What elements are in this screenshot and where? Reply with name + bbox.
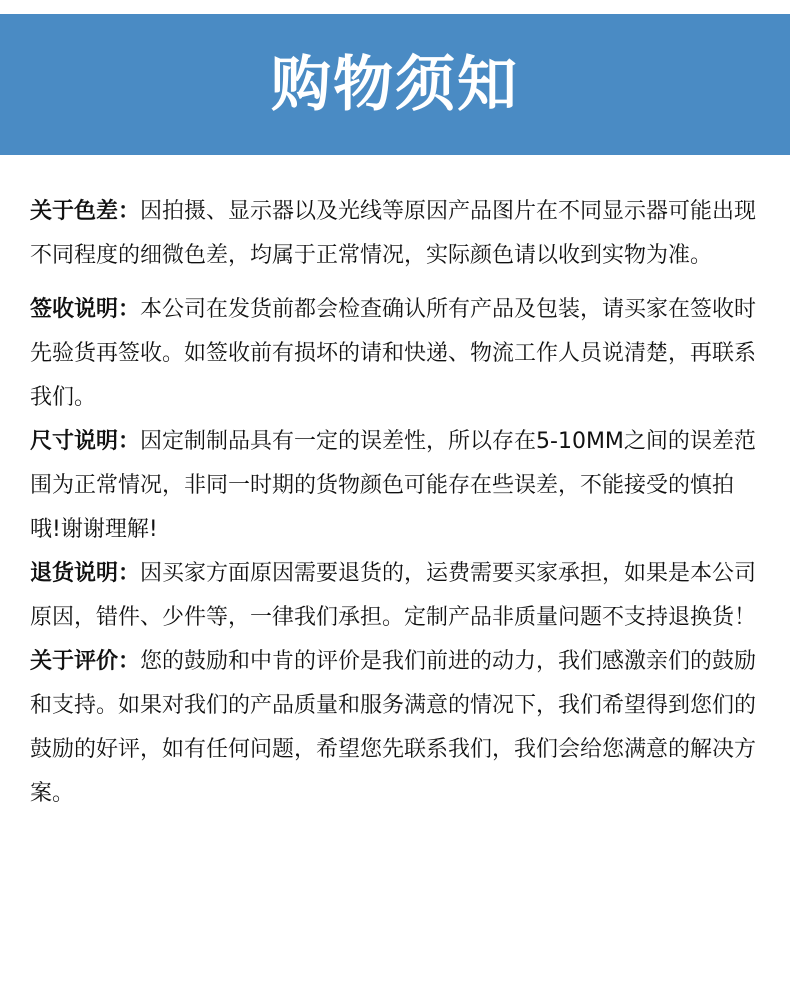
section-text: 因拍摄、显示器以及光线等原因产品图片在不同显示器可能出现不同程度的细微色差，均属于正常情况，实际颜色请以收到实物为准。 — [30, 199, 757, 268]
section-receipt — [30, 288, 764, 420]
section-text: 本公司在发货前都会检查确认所有产品及包装，请买家在签收时先验货再签收。如签收前有损坏的请和快递、物流工作人员说清楚，再联系我们。 — [30, 297, 757, 410]
section-color-difference — [30, 190, 764, 278]
section-label: 签收说明： — [30, 297, 141, 322]
section-return — [30, 552, 764, 640]
section-text: 您的鼓励和中肯的评价是我们前进的动力，我们感激亲们的鼓励和支持。如果对我们的产品质量和服务满意的情况下，我们希望得到您们的鼓励的好评，如有任何问题，希望您先联系我们，我们会给您满意的解决方案。 — [30, 649, 757, 806]
section-review — [30, 640, 764, 816]
notice-content — [30, 190, 764, 816]
page-title: 购物须知 — [271, 49, 519, 120]
section-size — [30, 420, 764, 552]
section-text: 因定制制品具有一定的误差性，所以存在5-10MM之间的误差范围为正常情况，非同一时期的货物颜色可能存在些误差，不能接受的慎拍哦!谢谢理解! — [30, 429, 756, 542]
section-label: 关于评价： — [30, 649, 141, 674]
section-label: 关于色差： — [30, 199, 141, 224]
section-text: 因买家方面原因需要退货的，运费需要买家承担，如果是本公司原因，错件、少件等，一律我们承担。定制产品非质量问题不支持退换货！ — [30, 561, 757, 630]
section-label: 尺寸说明： — [30, 429, 141, 454]
section-label: 退货说明： — [30, 561, 141, 586]
header-banner — [0, 14, 790, 155]
